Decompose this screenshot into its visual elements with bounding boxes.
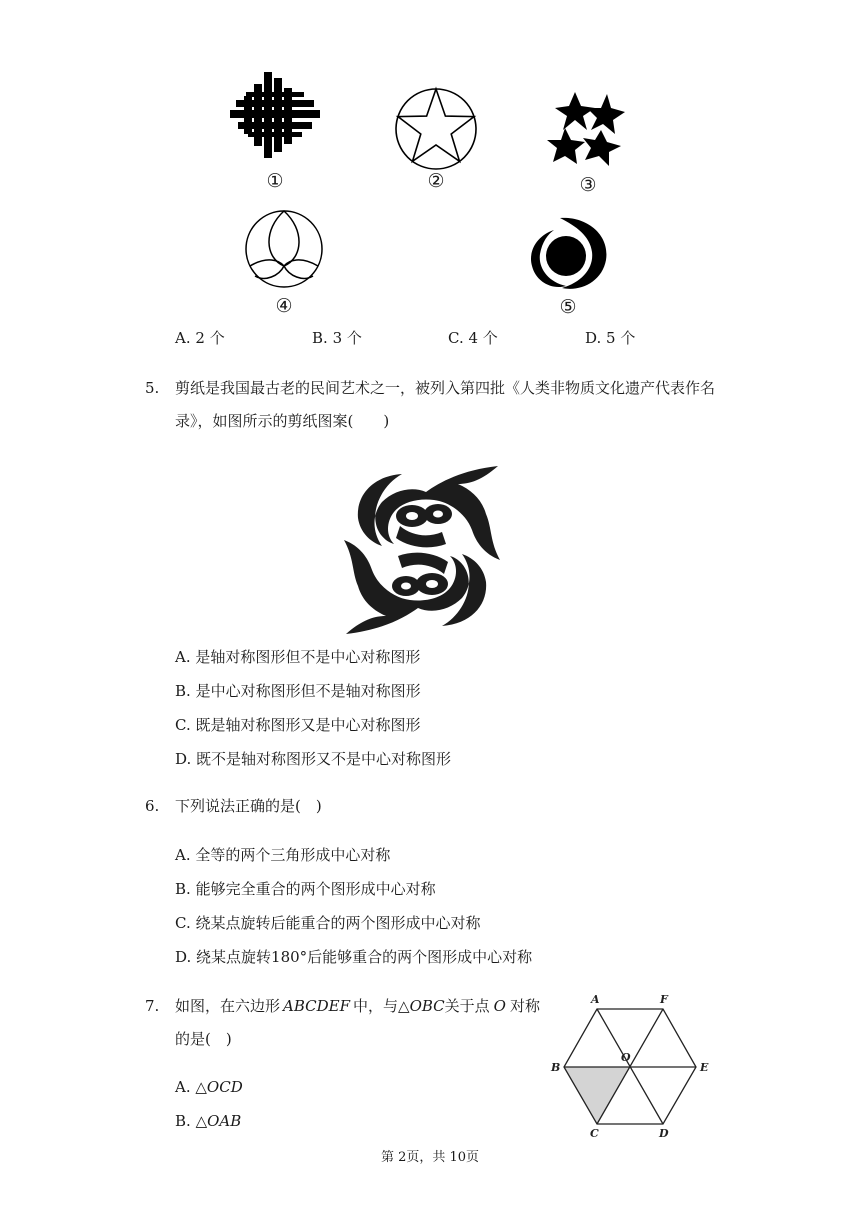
- q5-stem-line2: 录》，如图所示的剪纸图案( ): [175, 412, 390, 430]
- q5-number: 5.: [145, 379, 160, 397]
- option-letter: B.: [175, 880, 191, 898]
- q7-option-b[interactable]: [175, 1111, 241, 1131]
- option-letter: D.: [175, 750, 192, 768]
- q7-stem-line1: [175, 996, 540, 1016]
- q6-option-b[interactable]: [175, 879, 436, 899]
- q4-option-a[interactable]: [175, 328, 225, 348]
- option-letter: A.: [175, 1078, 191, 1096]
- option-text: 能够完全重合的两个图形成中心对称: [195, 880, 436, 898]
- q7-stem-line2: 的是( ): [175, 1030, 232, 1048]
- option-text: 2 个: [195, 329, 225, 347]
- vertex-label-a: A: [591, 993, 600, 1006]
- q7-hexagon-name: ABCDEF: [283, 997, 351, 1015]
- butterfly-papercut-icon: [342, 462, 502, 638]
- shaded-triangle-obc: [564, 1067, 630, 1124]
- q4-figure-1: [228, 70, 322, 162]
- q6-option-d[interactable]: [175, 947, 532, 967]
- q6-option-c[interactable]: [175, 913, 481, 933]
- star-in-circle-icon: [393, 86, 479, 172]
- option-text: 3 个: [332, 329, 362, 347]
- option-text: 绕某点旋转180°后能够重合的两个图形成中心对称: [196, 948, 533, 966]
- q6-option-a[interactable]: [175, 845, 390, 865]
- q7-figure: [545, 990, 715, 1140]
- option-letter: D.: [585, 329, 602, 347]
- q4-figure-5: [526, 212, 610, 292]
- option-text: 5 个: [606, 329, 636, 347]
- option-letter: A.: [175, 846, 191, 864]
- option-letter: B.: [312, 329, 328, 347]
- option-letter: C.: [175, 914, 191, 932]
- q7-stem-text: 对称: [509, 997, 540, 1015]
- vertex-label-d: D: [659, 1127, 669, 1140]
- vertex-label-o: O: [621, 1051, 631, 1064]
- vertex-label-b: B: [551, 1061, 561, 1074]
- q4-label-4: ④: [275, 295, 293, 317]
- q4-label-5: ⑤: [559, 296, 577, 318]
- q7-number: 7.: [145, 997, 160, 1015]
- three-petal-circle-icon: [243, 208, 325, 290]
- vertex-label-f: F: [660, 993, 668, 1006]
- q7-triangle-name: △OBC: [398, 997, 445, 1015]
- q4-label-2: ②: [427, 170, 445, 192]
- option-text: 既是轴对称图形又是中心对称图形: [195, 716, 421, 734]
- q6-number: 6.: [145, 797, 160, 815]
- option-letter: A.: [175, 648, 191, 666]
- page-footer: 第 2页，共 10页: [380, 1150, 480, 1165]
- q5-option-c[interactable]: [175, 715, 421, 735]
- q7-stem-text: 关于点: [444, 997, 490, 1015]
- q4-label-3: ③: [579, 174, 597, 196]
- q4-figure-2: [393, 86, 479, 172]
- q5-stem-line1: 剪纸是我国最古老的民间艺术之一，被列入第四批《人类非物质文化遗产代表作名: [175, 379, 716, 397]
- option-letter: C.: [448, 329, 464, 347]
- option-text: 既不是轴对称图形又不是中心对称图形: [196, 750, 452, 768]
- woven-bars-icon: [228, 70, 322, 162]
- q7-stem-text: 如图，在六边形: [175, 997, 281, 1015]
- option-letter: B.: [175, 1112, 191, 1130]
- q4-option-b[interactable]: [312, 328, 362, 348]
- option-text: 是轴对称图形但不是中心对称图形: [195, 648, 421, 666]
- q4-label-1: ①: [266, 170, 284, 192]
- ring-and-disk-icon: [526, 212, 610, 292]
- option-text: 是中心对称图形但不是轴对称图形: [195, 682, 421, 700]
- option-text: △OCD: [195, 1078, 243, 1096]
- option-text: 绕某点旋转后能重合的两个图形成中心对称: [195, 914, 481, 932]
- option-text: 全等的两个三角形成中心对称: [195, 846, 391, 864]
- q7-stem-text: 中，与: [353, 997, 399, 1015]
- q7-point-name: O: [493, 997, 506, 1015]
- option-letter: D.: [175, 948, 192, 966]
- option-letter: C.: [175, 716, 191, 734]
- q4-figure-3: [545, 90, 627, 168]
- hexagon-diagram: [545, 990, 715, 1140]
- q7-option-a[interactable]: [175, 1077, 243, 1097]
- q4-option-c[interactable]: [448, 328, 498, 348]
- four-stars-ring-icon: [545, 90, 627, 168]
- option-letter: B.: [175, 682, 191, 700]
- q5-option-a[interactable]: [175, 647, 420, 667]
- q4-option-d[interactable]: [585, 328, 635, 348]
- vertex-label-e: E: [700, 1061, 709, 1074]
- option-letter: A.: [175, 329, 191, 347]
- option-text: 4 个: [468, 329, 498, 347]
- q5-option-b[interactable]: [175, 681, 421, 701]
- vertex-label-c: C: [590, 1127, 599, 1140]
- q4-figure-4: [243, 208, 325, 290]
- q5-figure: [342, 462, 502, 638]
- q5-option-d[interactable]: [175, 749, 451, 769]
- option-text: △OAB: [195, 1112, 242, 1130]
- q6-stem: 下列说法正确的是( ): [175, 797, 322, 815]
